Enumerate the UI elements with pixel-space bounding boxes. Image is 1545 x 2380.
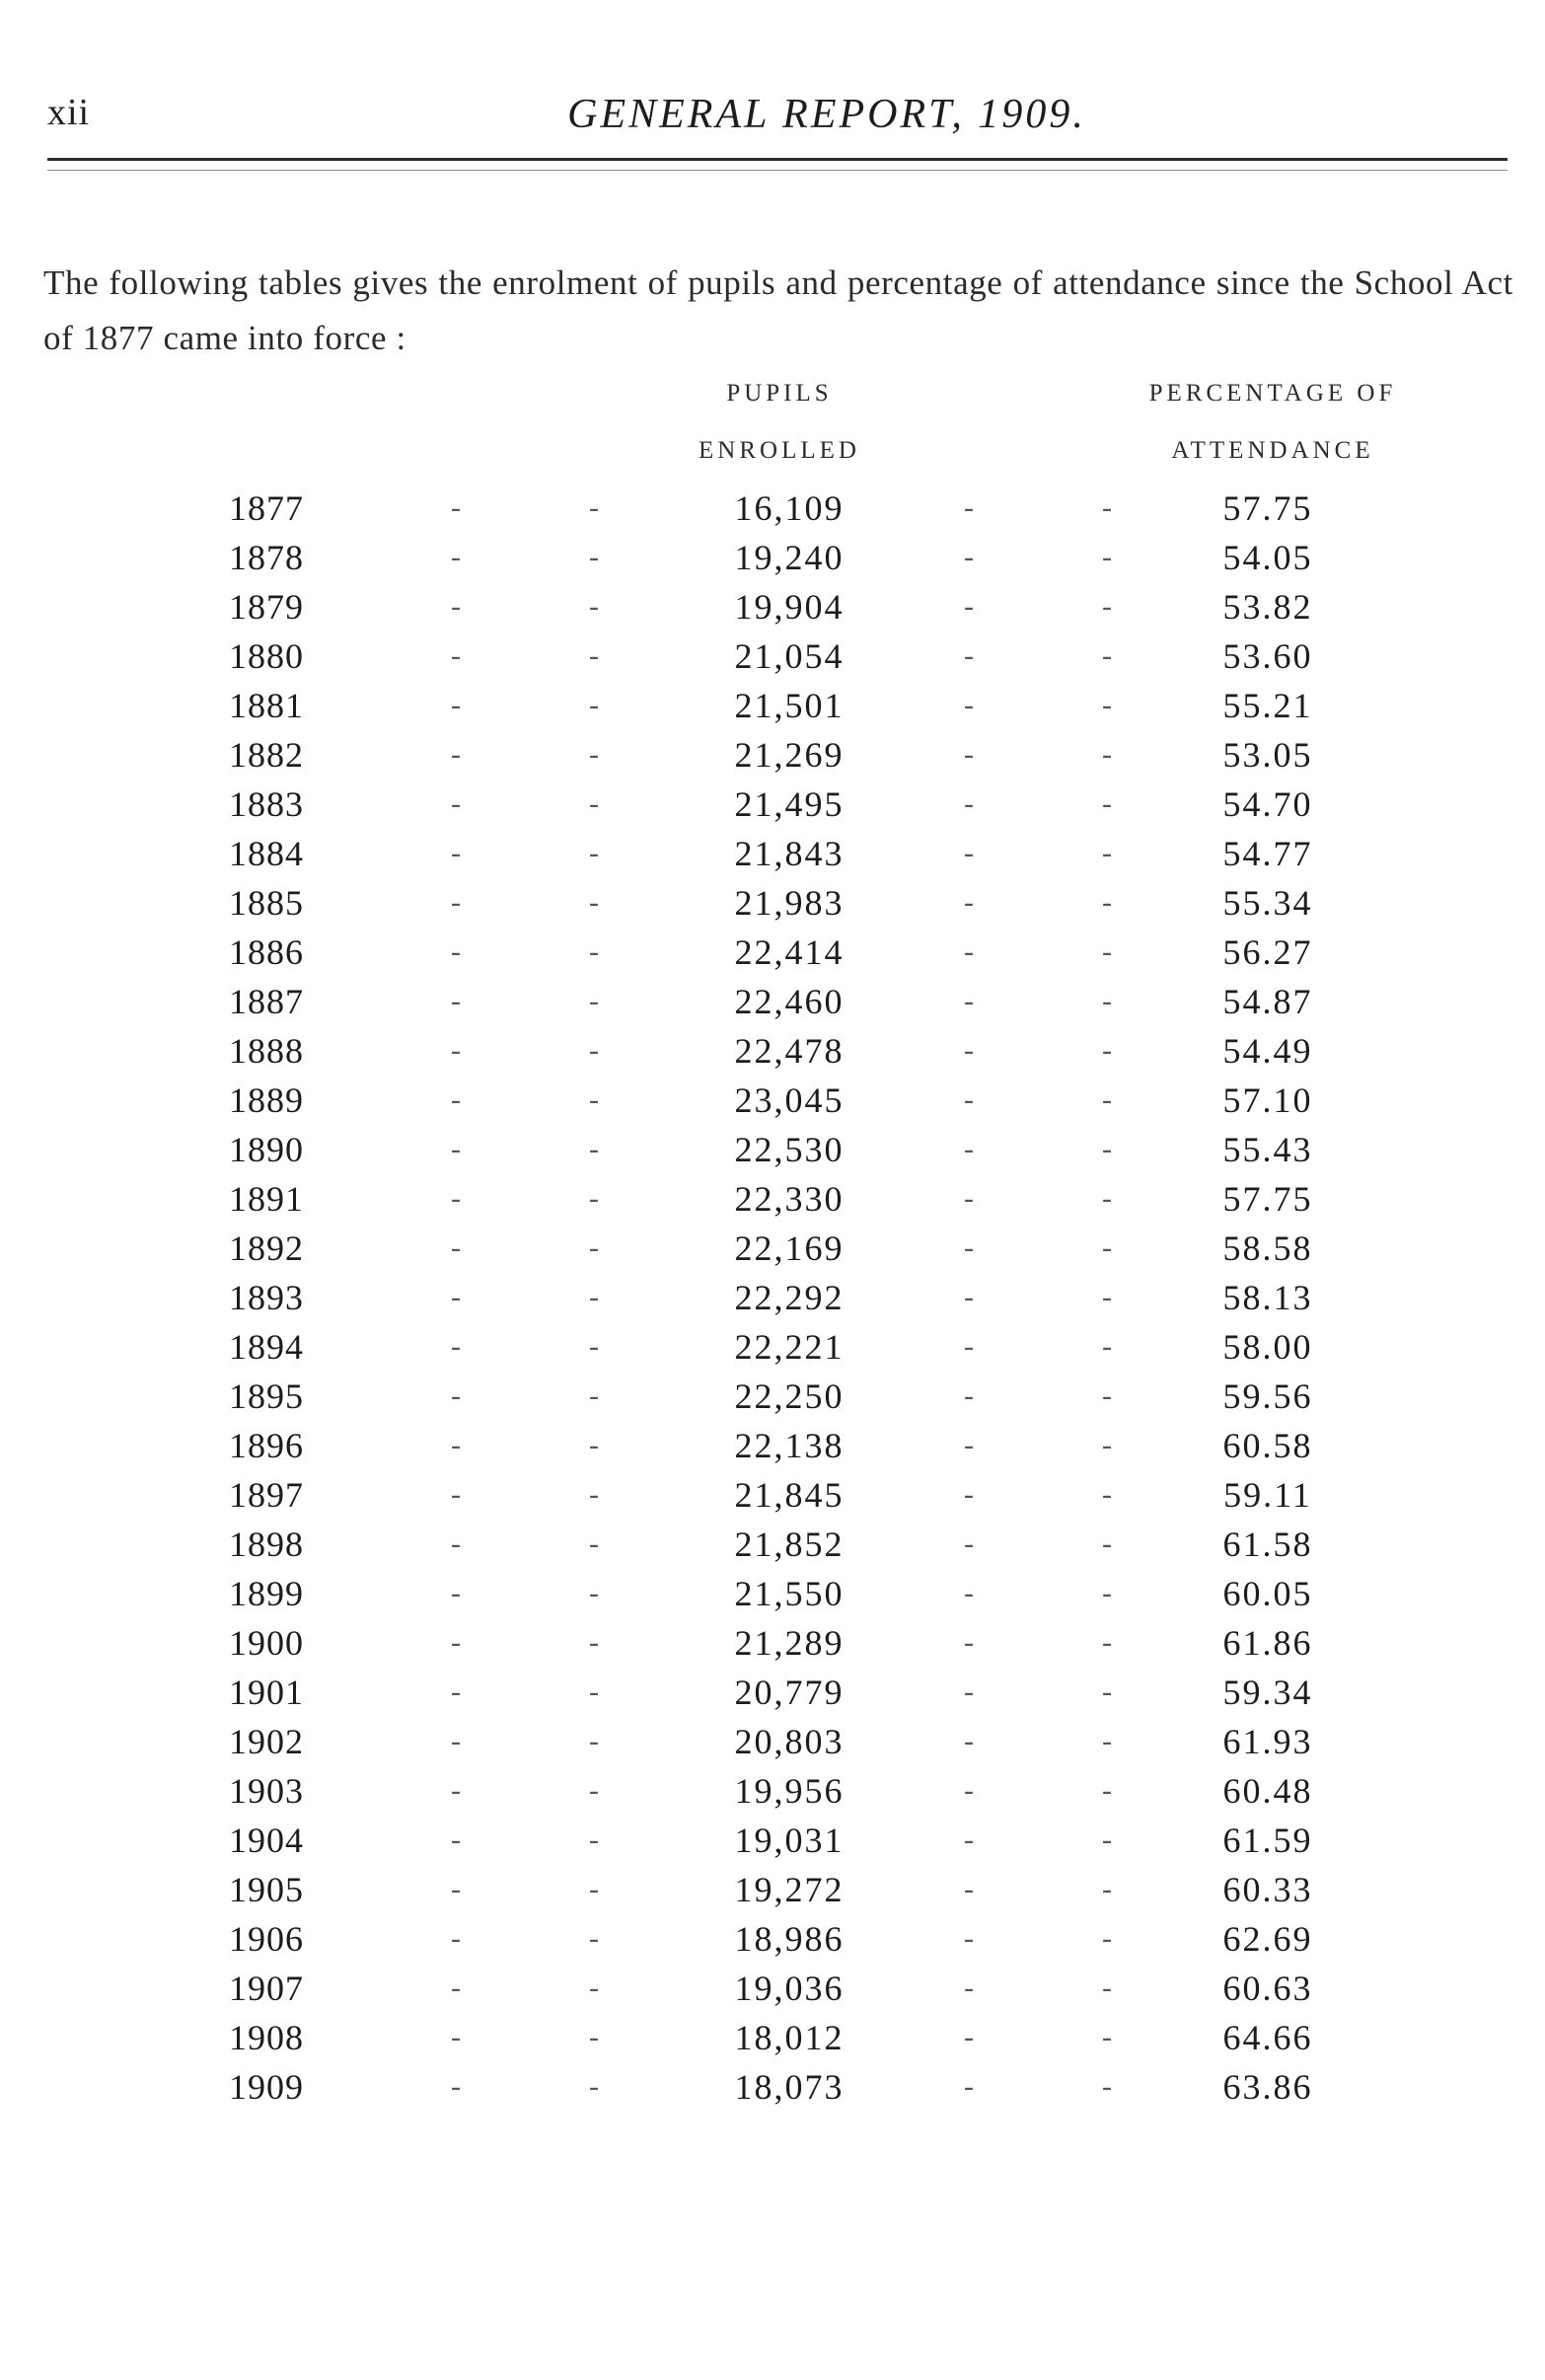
leader-dash: - [1102,1873,1112,1905]
pupils-cell: 19,240 [734,538,845,577]
leader-dash: - [964,886,974,919]
leader-dash: - [589,1725,599,1757]
attendance-cell: 54.70 [1222,784,1313,824]
leader-dash: - [964,1429,974,1461]
table-row [0,2013,1545,2062]
year-cell: 1888 [229,1031,304,1071]
leader-dash: - [451,1231,461,1264]
leader-dash: - [589,1823,599,1856]
table-row [0,928,1545,977]
leader-dash: - [1102,935,1112,968]
table-row [0,533,1545,582]
year-cell: 1895 [229,1376,304,1416]
leader-dash: - [1102,1626,1112,1659]
year-cell: 1889 [229,1080,304,1120]
table-row [0,1322,1545,1372]
attendance-cell: 58.58 [1222,1228,1313,1268]
leader-dash: - [589,738,599,771]
pupils-cell: 22,250 [734,1376,845,1416]
table-row [0,1668,1545,1717]
leader-dash: - [589,1182,599,1215]
attendance-header-line2: ATTENDANCE [1171,437,1374,464]
table-row [0,829,1545,878]
leader-dash: - [589,1281,599,1313]
pupils-cell: 19,272 [734,1870,845,1909]
leader-dash: - [589,541,599,573]
table-row [0,1865,1545,1914]
leader-dash: - [1102,541,1112,573]
leader-dash: - [964,1971,974,2004]
attendance-cell: 61.59 [1222,1821,1313,1860]
year-cell: 1897 [229,1475,304,1515]
leader-dash: - [964,837,974,869]
leader-dash: - [589,1133,599,1165]
table-row [0,1372,1545,1421]
table-row [0,1421,1545,1470]
page-number: xii [47,92,91,133]
leader-dash: - [451,1675,461,1708]
table-row [0,1816,1545,1865]
pupils-cell: 21,269 [734,735,845,775]
pupils-cell: 19,956 [734,1771,845,1811]
leader-dash: - [1102,1577,1112,1609]
leader-dash: - [451,1034,461,1067]
leader-dash: - [451,1281,461,1313]
leader-dash: - [589,1873,599,1905]
header-rule [47,158,1508,161]
leader-dash: - [964,1034,974,1067]
attendance-cell: 56.27 [1222,932,1313,972]
leader-dash: - [964,1922,974,1955]
pupils-cell: 22,221 [734,1327,845,1367]
leader-dash: - [1102,2021,1112,2053]
leader-dash: - [1102,1133,1112,1165]
attendance-cell: 57.10 [1222,1080,1313,1120]
leader-dash: - [964,1823,974,1856]
leader-dash: - [589,1429,599,1461]
year-cell: 1877 [229,488,304,528]
year-cell: 1890 [229,1130,304,1169]
attendance-cell: 58.00 [1222,1327,1313,1367]
pupils-cell: 18,986 [734,1919,845,1959]
leader-dash: - [1102,1971,1112,2004]
pupils-cell: 22,292 [734,1278,845,1317]
year-cell: 1886 [229,932,304,972]
leader-dash: - [1102,590,1112,623]
pupils-cell: 22,330 [734,1179,845,1219]
pupils-cell: 23,045 [734,1080,845,1120]
table-row [0,1618,1545,1668]
table-row [0,1273,1545,1322]
attendance-cell: 55.21 [1222,686,1313,725]
attendance-header [1090,365,1455,480]
leader-dash: - [1102,689,1112,721]
leader-dash: - [451,1330,461,1363]
pupils-cell: 22,460 [734,982,845,1021]
attendance-cell: 63.86 [1222,2067,1313,2107]
year-cell: 1901 [229,1673,304,1712]
year-cell: 1894 [229,1327,304,1367]
year-cell: 1898 [229,1525,304,1564]
leader-dash: - [589,1774,599,1807]
year-cell: 1893 [229,1278,304,1317]
leader-dash: - [1102,886,1112,919]
pupils-cell: 19,031 [734,1821,845,1860]
leader-dash: - [1102,1725,1112,1757]
leader-dash: - [964,1231,974,1264]
leader-dash: - [451,1182,461,1215]
leader-dash: - [964,2070,974,2103]
leader-dash: - [589,1527,599,1560]
leader-dash: - [451,1527,461,1560]
leader-dash: - [964,1577,974,1609]
pupils-cell: 21,852 [734,1525,845,1564]
leader-dash: - [451,1873,461,1905]
leader-dash: - [589,787,599,820]
pupils-cell: 21,983 [734,883,845,923]
leader-dash: - [1102,1429,1112,1461]
attendance-cell: 55.43 [1222,1130,1313,1169]
table-row [0,681,1545,730]
table-row [0,1470,1545,1520]
pupils-header-line2: ENROLLED [699,437,860,464]
year-cell: 1884 [229,834,304,873]
leader-dash: - [451,1971,461,2004]
table-row [0,1224,1545,1273]
leader-dash: - [589,1478,599,1511]
leader-dash: - [589,1971,599,2004]
table-row [0,1026,1545,1076]
leader-dash: - [451,1429,461,1461]
table-row [0,582,1545,632]
attendance-cell: 60.58 [1222,1426,1313,1465]
leader-dash: - [589,590,599,623]
attendance-cell: 64.66 [1222,2018,1313,2057]
leader-dash: - [451,639,461,672]
attendance-cell: 53.05 [1222,735,1313,775]
leader-dash: - [1102,1034,1112,1067]
attendance-cell: 55.34 [1222,883,1313,923]
leader-dash: - [451,1922,461,1955]
pupils-cell: 16,109 [734,488,845,528]
year-cell: 1879 [229,587,304,627]
leader-dash: - [451,590,461,623]
leader-dash: - [964,1873,974,1905]
leader-dash: - [589,1675,599,1708]
leader-dash: - [1102,985,1112,1017]
leader-dash: - [1102,1182,1112,1215]
leader-dash: - [589,886,599,919]
leader-dash: - [964,1281,974,1313]
leader-dash: - [451,1577,461,1609]
leader-dash: - [964,985,974,1017]
year-cell: 1883 [229,784,304,824]
year-cell: 1903 [229,1771,304,1811]
leader-dash: - [964,935,974,968]
attendance-cell: 54.87 [1222,982,1313,1021]
attendance-cell: 54.05 [1222,538,1313,577]
leader-dash: - [964,1182,974,1215]
leader-dash: - [964,590,974,623]
attendance-cell: 62.69 [1222,1919,1313,1959]
table-row [0,1766,1545,1816]
leader-dash: - [1102,787,1112,820]
leader-dash: - [451,935,461,968]
leader-dash: - [589,639,599,672]
leader-dash: - [1102,1527,1112,1560]
attendance-cell: 57.75 [1222,1179,1313,1219]
table-row [0,977,1545,1026]
page-header [47,91,1503,150]
leader-dash: - [589,935,599,968]
leader-dash: - [1102,1478,1112,1511]
enrolment-table [0,483,1545,2112]
attendance-cell: 60.33 [1222,1870,1313,1909]
year-cell: 1882 [229,735,304,775]
table-row [0,878,1545,928]
leader-dash: - [451,985,461,1017]
pupils-cell: 20,779 [734,1673,845,1712]
pupils-cell: 18,073 [734,2067,845,2107]
leader-dash: - [964,1675,974,1708]
attendance-cell: 59.11 [1223,1475,1312,1515]
leader-dash: - [1102,1774,1112,1807]
year-cell: 1885 [229,883,304,923]
year-cell: 1907 [229,1969,304,2008]
table-row [0,1964,1545,2013]
table-row [0,483,1545,533]
table-row [0,1520,1545,1569]
year-cell: 1878 [229,538,304,577]
leader-dash: - [964,1379,974,1412]
table-row [0,1174,1545,1224]
leader-dash: - [964,1626,974,1659]
leader-dash: - [1102,1281,1112,1313]
leader-dash: - [589,2021,599,2053]
attendance-cell: 58.13 [1222,1278,1313,1317]
attendance-cell: 59.56 [1222,1376,1313,1416]
year-cell: 1880 [229,636,304,676]
leader-dash: - [964,738,974,771]
table-row [0,1717,1545,1766]
attendance-cell: 57.75 [1222,488,1313,528]
pupils-cell: 21,495 [734,784,845,824]
attendance-cell: 60.63 [1222,1969,1313,2008]
attendance-cell: 60.05 [1222,1574,1313,1613]
pupils-cell: 18,012 [734,2018,845,2057]
year-cell: 1891 [229,1179,304,1219]
leader-dash: - [589,1231,599,1264]
attendance-cell: 60.48 [1222,1771,1313,1811]
table-row [0,2062,1545,2112]
year-cell: 1902 [229,1722,304,1761]
year-cell: 1908 [229,2018,304,2057]
attendance-cell: 53.82 [1222,587,1313,627]
leader-dash: - [589,1577,599,1609]
intro-paragraph: The following tables gives the enrolment of pupils and percentage of attendance since the School Act of 1877 came into force : [43,263,1513,357]
leader-dash: - [451,837,461,869]
pupils-cell: 21,289 [734,1623,845,1663]
table-row [0,1076,1545,1125]
pupils-cell: 21,843 [734,834,845,873]
table-row [0,632,1545,681]
pupils-cell: 19,036 [734,1969,845,2008]
leader-dash: - [964,1330,974,1363]
leader-dash: - [964,1774,974,1807]
leader-dash: - [451,1774,461,1807]
year-cell: 1900 [229,1623,304,1663]
year-cell: 1904 [229,1821,304,1860]
attendance-cell: 61.58 [1222,1525,1313,1564]
leader-dash: - [964,639,974,672]
leader-dash: - [589,837,599,869]
pupils-cell: 22,138 [734,1426,845,1465]
year-cell: 1906 [229,1919,304,1959]
leader-dash: - [1102,1922,1112,1955]
leader-dash: - [451,491,461,524]
pupils-cell: 22,530 [734,1130,845,1169]
leader-dash: - [589,1379,599,1412]
leader-dash: - [589,491,599,524]
running-title: GENERAL REPORT, 1909. [567,92,1086,137]
year-cell: 1909 [229,2067,304,2107]
leader-dash: - [451,1478,461,1511]
leader-dash: - [964,2021,974,2053]
leader-dash: - [964,787,974,820]
year-cell: 1896 [229,1426,304,1465]
pupils-header-line1: PUPILS [726,380,833,407]
leader-dash: - [451,1379,461,1412]
leader-dash: - [451,2070,461,2103]
leader-dash: - [451,787,461,820]
leader-dash: - [451,1083,461,1116]
table-row [0,780,1545,829]
year-cell: 1899 [229,1574,304,1613]
leader-dash: - [1102,1379,1112,1412]
leader-dash: - [1102,1675,1112,1708]
leader-dash: - [589,689,599,721]
leader-dash: - [964,541,974,573]
leader-dash: - [589,1083,599,1116]
leader-dash: - [1102,491,1112,524]
leader-dash: - [1102,837,1112,869]
leader-dash: - [451,1133,461,1165]
year-cell: 1905 [229,1870,304,1909]
year-cell: 1892 [229,1228,304,1268]
leader-dash: - [1102,738,1112,771]
leader-dash: - [589,1330,599,1363]
pupils-cell: 22,169 [734,1228,845,1268]
leader-dash: - [964,689,974,721]
table-row [0,1569,1545,1618]
leader-dash: - [1102,2070,1112,2103]
leader-dash: - [589,2070,599,2103]
pupils-cell: 19,904 [734,587,845,627]
attendance-cell: 61.86 [1222,1623,1313,1663]
pupils-cell: 20,803 [734,1722,845,1761]
leader-dash: - [964,1527,974,1560]
pupils-cell: 21,550 [734,1574,845,1613]
leader-dash: - [589,985,599,1017]
leader-dash: - [589,1626,599,1659]
leader-dash: - [964,491,974,524]
table-row [0,1914,1545,1964]
pupils-cell: 21,054 [734,636,845,676]
pupils-enrolled-header [631,365,927,480]
leader-dash: - [1102,1330,1112,1363]
table-row [0,730,1545,780]
pupils-cell: 22,414 [734,932,845,972]
leader-dash: - [451,1725,461,1757]
attendance-cell: 59.34 [1222,1673,1313,1712]
attendance-header-line1: PERCENTAGE OF [1148,380,1397,407]
leader-dash: - [451,1823,461,1856]
pupils-cell: 22,478 [734,1031,845,1071]
leader-dash: - [451,1626,461,1659]
leader-dash: - [451,689,461,721]
pupils-cell: 21,845 [734,1475,845,1515]
attendance-cell: 53.60 [1222,636,1313,676]
leader-dash: - [1102,1823,1112,1856]
leader-dash: - [589,1034,599,1067]
leader-dash: - [451,541,461,573]
leader-dash: - [964,1133,974,1165]
pupils-cell: 21,501 [734,686,845,725]
leader-dash: - [964,1083,974,1116]
attendance-cell: 54.49 [1222,1031,1313,1071]
leader-dash: - [964,1478,974,1511]
attendance-cell: 54.77 [1222,834,1313,873]
year-cell: 1881 [229,686,304,725]
leader-dash: - [451,886,461,919]
header-rule-thin [47,170,1508,171]
leader-dash: - [964,1725,974,1757]
leader-dash: - [1102,1083,1112,1116]
table-row [0,1125,1545,1174]
leader-dash: - [1102,1231,1112,1264]
leader-dash: - [451,2021,461,2053]
year-cell: 1887 [229,982,304,1021]
attendance-cell: 61.93 [1222,1722,1313,1761]
leader-dash: - [451,738,461,771]
leader-dash: - [589,1922,599,1955]
leader-dash: - [1102,639,1112,672]
